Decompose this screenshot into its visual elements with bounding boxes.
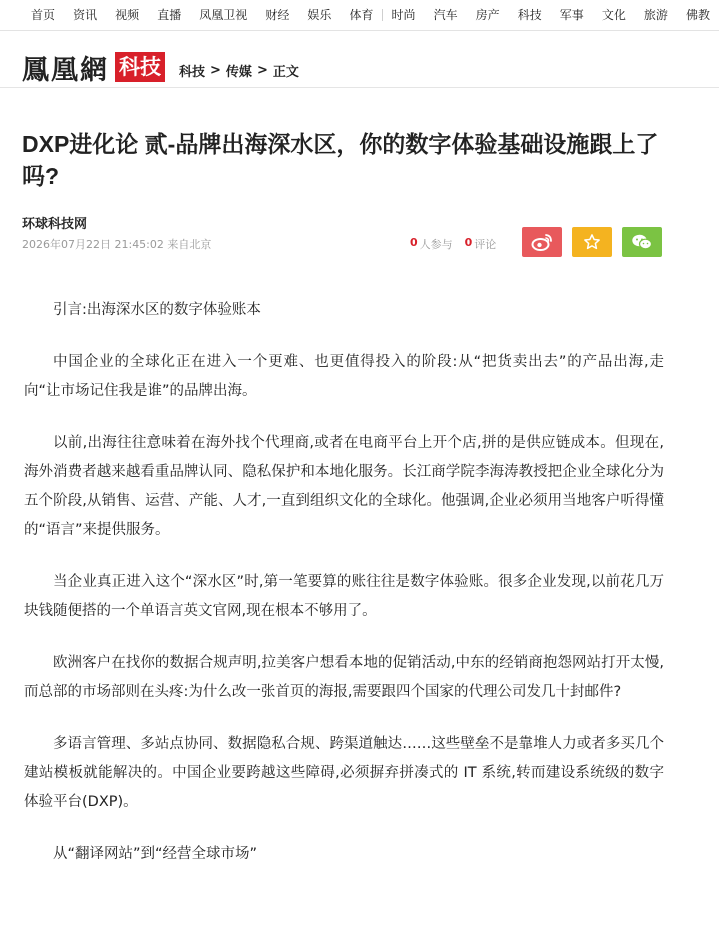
breadcrumb [179,55,299,80]
top-nav-item [635,0,677,30]
top-nav-link[interactable]: 首页 [31,8,56,22]
article-source[interactable]: 环球科技网 [22,217,88,232]
wechat-icon [631,233,653,251]
top-nav-link[interactable]: 娱乐 [307,8,332,22]
top-nav-item [383,0,425,30]
top-nav-item [190,0,256,30]
top-nav-link[interactable]: 资讯 [73,8,98,22]
weibo-icon [531,233,553,251]
participants-count: 0 [410,236,418,249]
comments-label[interactable]: 评论 [474,238,497,251]
top-nav-link[interactable]: 科技 [517,8,542,22]
top-nav-link[interactable]: 视频 [115,8,140,22]
breadcrumb-media[interactable]: 传媒 [225,64,252,80]
top-nav-link[interactable]: 房产 [475,8,500,22]
top-nav-item [677,0,719,30]
article-paragraph: 多语言管理、多站点协同、数据隐私合规、跨渠道触达……这些壁垒不是靠堆人力或者多买几个建站模板就能解决的。中国企业要跨越这些障碍,必须摒弃拼凑式的 IT 系统,转而建设系统级的数字体验平台(DXP)。 [24,736,664,810]
top-nav-link[interactable]: 直播 [157,8,182,22]
article-body [24,296,664,892]
header-divider [0,87,719,88]
top-nav-item [64,0,106,30]
participants-label[interactable]: 人参与 [419,238,453,251]
top-nav-item [509,0,551,30]
top-nav-link[interactable]: 财经 [265,8,290,22]
top-nav-link[interactable]: 时尚 [391,8,416,22]
top-nav-item [425,0,467,30]
top-nav-link[interactable]: 军事 [559,8,584,22]
top-nav-item [298,0,340,30]
article-stats [410,236,496,252]
top-nav-list [0,0,719,30]
article-paragraph: 引言:出海深水区的数字体验账本 [53,302,261,318]
comments-count: 0 [464,236,473,249]
top-nav-item [340,0,382,30]
top-nav-link[interactable]: 凤凰卫视 [199,8,248,22]
top-nav-item [106,0,148,30]
article-paragraph: 当企业真正进入这个“深水区”时,第一笔要算的账往往是数字体验账。很多企业发现,以前花几万块钱随便搭的一个单语言英文官网,现在根本不够用了。 [24,574,664,619]
share-weibo-button[interactable] [522,227,562,257]
top-nav-link[interactable]: 汽车 [433,8,458,22]
favorite-star-icon [583,233,601,251]
top-nav-item [593,0,635,30]
article-paragraph: 以前,出海往往意味着在海外找个代理商,或者在电商平台上开个店,拼的是供应链成本。但现在,海外消费者越来越看重品牌认同、隐私保护和本地化服务。长江商学院李海涛教授把企业全球化分为五个阶段,从销售、运营、产能、人才,一直到组织文化的全球化。他强调,企业必须用当地客户听得懂的“语言”来提供服务。 [24,435,664,538]
article-paragraph: 从“翻译网站”到“经营全球市场” [53,846,258,862]
top-nav-link[interactable]: 旅游 [643,8,668,22]
breadcrumb-current: 正文 [272,64,299,80]
article-paragraph: 中国企业的全球化正在进入一个更难、也更值得投入的阶段:从“把货卖出去”的产品出海,走向“让市场记住我是谁”的品牌出海。 [24,354,664,399]
ifeng-logo[interactable]: 鳳凰網 [22,54,109,86]
breadcrumb-separator: > [256,62,268,78]
top-nav-item [22,0,64,30]
top-nav-item [148,0,190,30]
site-header [22,50,299,84]
share-favorite-button[interactable] [572,227,612,257]
share-wechat-button[interactable] [622,227,662,257]
top-nav-link[interactable]: 佛教 [685,8,710,22]
section-badge-tech[interactable]: 科技 [115,52,165,82]
top-nav-bar [0,0,719,31]
breadcrumb-tech[interactable]: 科技 [179,64,206,80]
top-nav-link[interactable]: 文化 [601,8,626,22]
breadcrumb-separator: > [210,62,221,78]
top-nav-item [467,0,509,30]
article-title: DXP进化论 贰-品牌出海深水区，你的数字体验基础设施跟上了吗? [22,131,659,189]
top-nav-item [256,0,298,30]
article-paragraph: 欧洲客户在找你的数据合规声明,拉美客户想看本地的促销活动,中东的经销商抱怨网站打开太慢,而总部的市场部则在头疼:为什么改一张首页的海报,需要跟四个国家的代理公司发几十封邮件? [24,655,664,700]
top-nav-item [551,0,593,30]
top-nav-link[interactable]: 体育 [349,8,374,22]
article-datetime: 2026年07月22日 21:45:02 来自北京 [22,238,212,251]
